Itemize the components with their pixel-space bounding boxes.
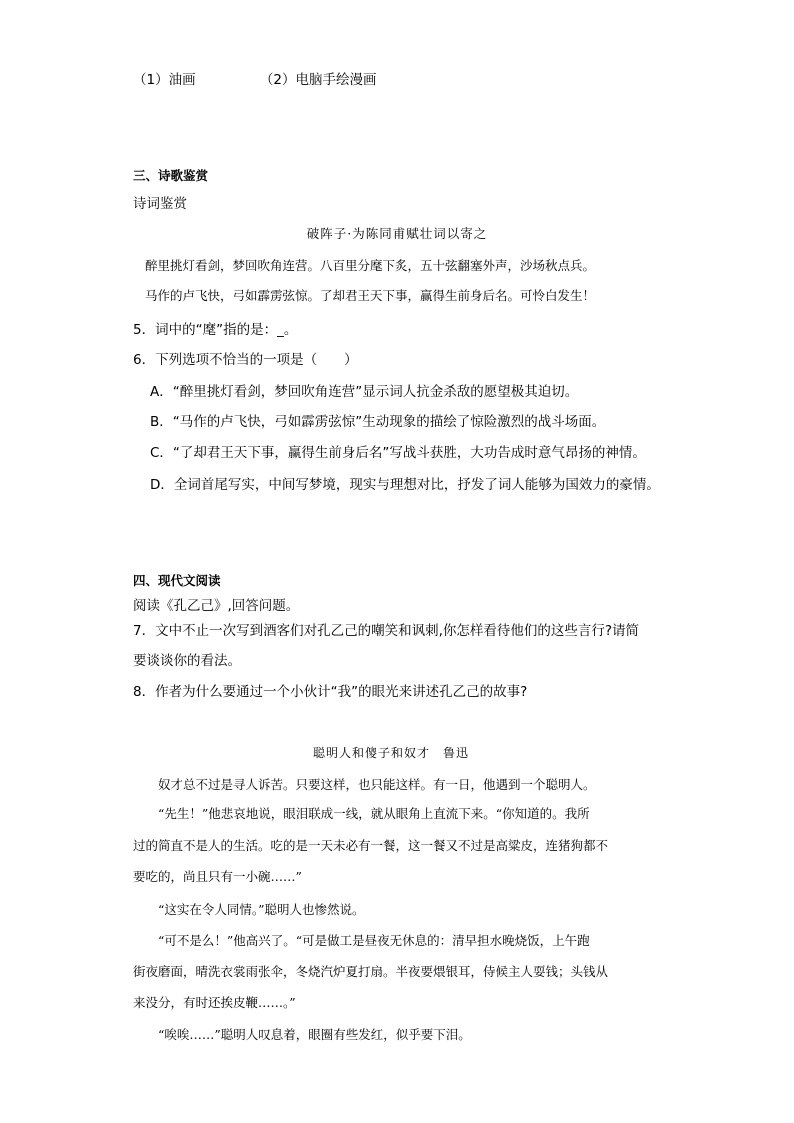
question-6-option-d: D．全词首尾写实，中间写梦境，现实与理想对比，抒发了词人能够为国效力的豪情。 — [150, 477, 660, 493]
section4-heading: 四、现代文阅读 — [133, 573, 221, 588]
question-6-option-b: B．“马作的卢飞快，弓如霹雳弦惊”生动现象的描绘了惊险激烈的战斗场面。 — [150, 414, 606, 430]
question-5: 5．词中的“麾”指的是：_。 — [133, 322, 298, 338]
passage-paragraph-5: “唉唉……”聪明人叹息着，眼圈有些发红，似乎要下泪。 — [158, 1027, 471, 1042]
passage-paragraph-3: “这实在令人同情。”聪明人也惨然说。 — [158, 902, 365, 917]
section3-subheading: 诗词鉴赏 — [133, 196, 187, 212]
section3-heading: 三、诗歌鉴赏 — [133, 168, 209, 183]
section4-instruction: 阅读《孔乙己》,回答问题。 — [133, 598, 300, 614]
question-7-line-1: 7．文中不止一次写到酒客们对孔乙己的嘲笑和讽刺,你怎样看待他们的这些言行?请简 — [133, 623, 640, 639]
option-oil-painting: （1）油画 — [133, 72, 196, 88]
passage-paragraph-2-line-2: 过的简直不是人的生活。吃的是一天未必有一餐，这一餐又不过是高粱皮，连猪狗都不 — [133, 838, 609, 853]
poem-title: 破阵子·为陈同甫赋壮词以寄之 — [306, 226, 488, 241]
question-6-option-a: A．“醉里挑灯看剑，梦回吹角连营”显示词人抗金杀敌的愿望极其迫切。 — [150, 384, 579, 400]
question-8: 8．作者为什么要通过一个小伙计“我”的眼光来讲述孔乙己的故事? — [133, 684, 528, 700]
passage-paragraph-2-line-3: 要吃的，尚且只有一小碗……” — [133, 869, 302, 884]
passage-paragraph-2-line-1: “先生！”他悲哀地说，眼泪联成一线，就从眼角上直流下来。“你知道的。我所 — [158, 806, 590, 821]
passage-paragraph-4-line-3: 来没分，有时还挨皮鞭……。” — [133, 995, 296, 1010]
poem-line-2: 马作的卢飞快，弓如霹雳弦惊。了却君王天下事，赢得生前身后名。可怜白发生！ — [145, 288, 596, 303]
options-line — [133, 68, 376, 88]
question-6-option-c: C．“了却君王天下事，赢得生前身后名”写战斗获胜，大功告成时意气昂扬的神情。 — [150, 445, 646, 461]
question-6: 6．下列选项不恰当的一项是（ ） — [133, 352, 358, 368]
poem-line-1: 醉里挑灯看剑，梦回吹角连营。八百里分麾下炙，五十弦翻塞外声，沙场秋点兵。 — [145, 258, 596, 273]
passage-paragraph-4-line-2: 街夜磨面，晴洗衣裳雨张伞，冬烧汽炉夏打扇。半夜要煨银耳，侍候主人耍钱；头钱从 — [133, 964, 609, 979]
passage-paragraph-1: 奴才总不过是寻人诉苦。只要这样，也只能这样。有一日，他遇到一个聪明人。 — [158, 777, 596, 792]
passage-title: 聪明人和傻子和奴才 鲁迅 — [313, 746, 470, 760]
option-digital-comic: （2）电脑手绘漫画 — [259, 72, 377, 88]
question-7-line-2: 要谈谈你的看法。 — [133, 653, 241, 669]
passage-paragraph-4-line-1: “可不是么！”他高兴了。“可是做工是昼夜无休息的：清早担水晚烧饭，上午跑 — [158, 933, 590, 948]
